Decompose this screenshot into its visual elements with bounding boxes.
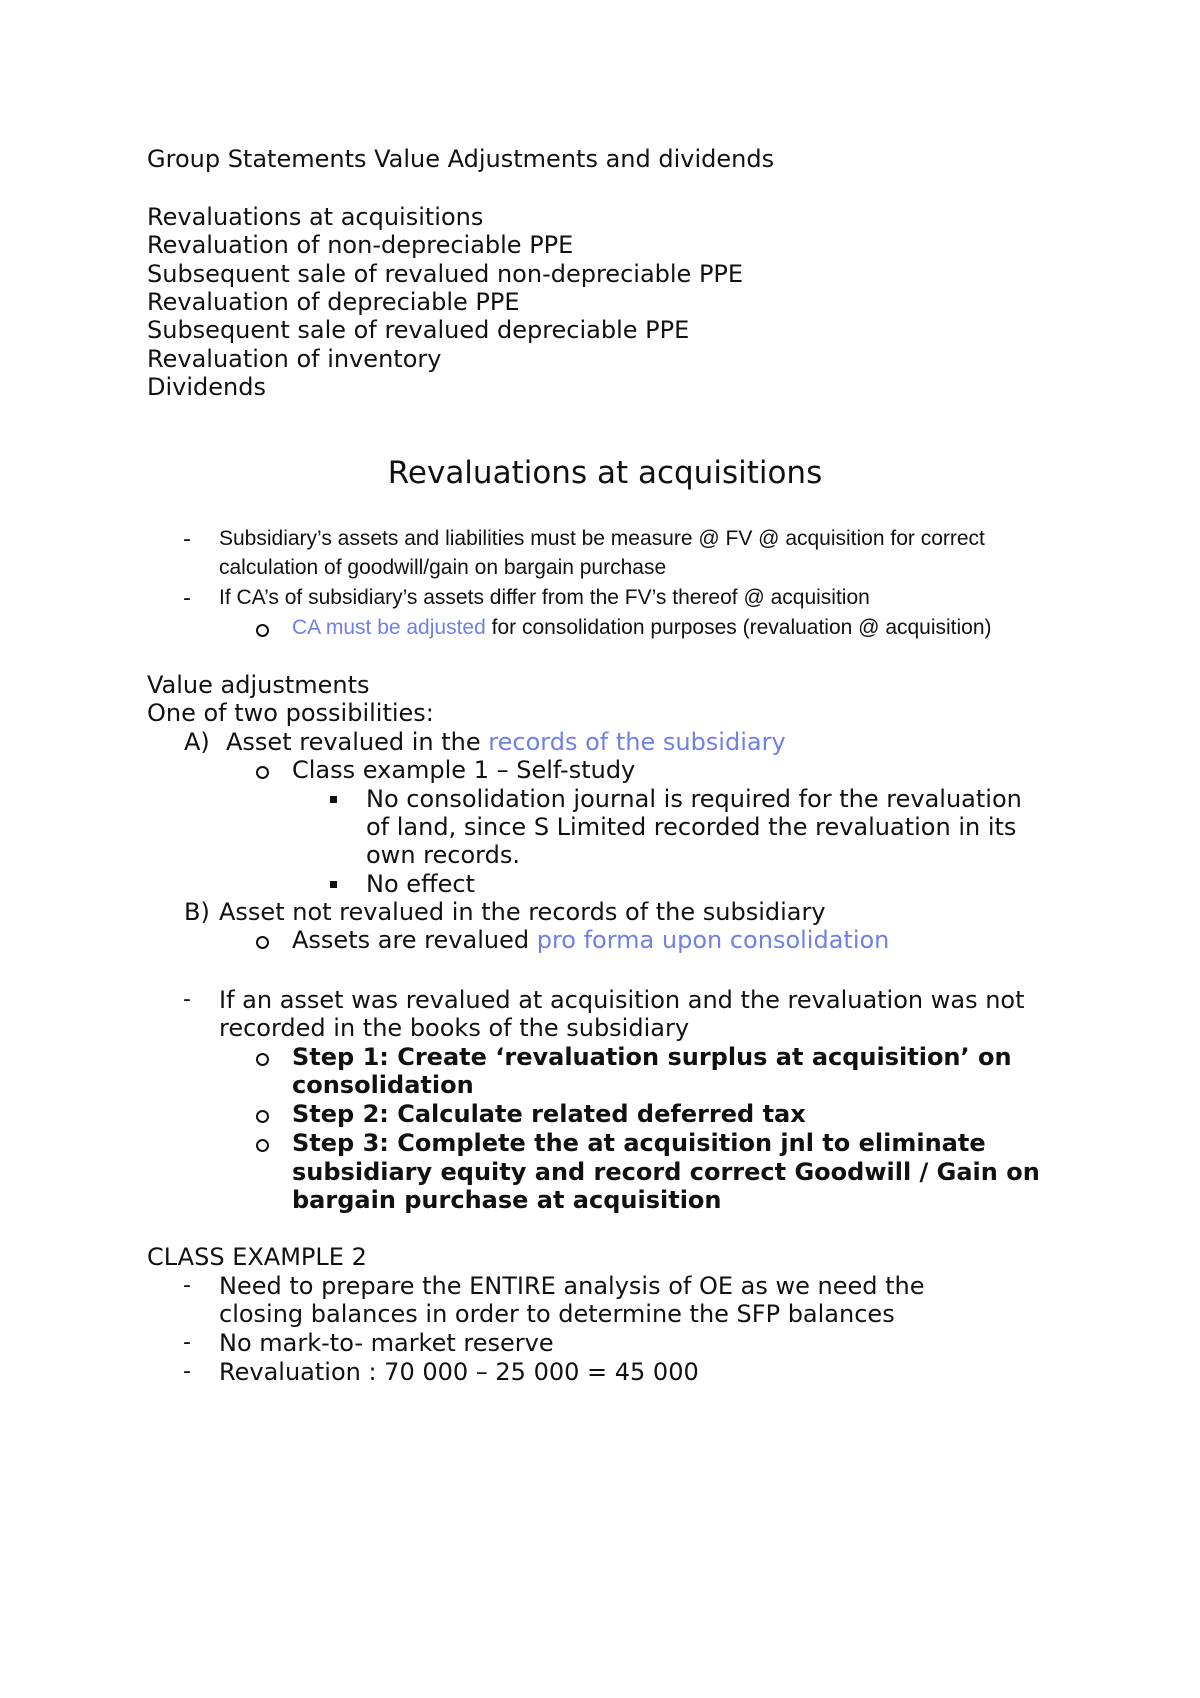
option-a-no-effect: No effect [366, 870, 475, 898]
list-label-a: A) [184, 728, 210, 756]
intro-sub-bullet [292, 614, 992, 642]
step-3-line-3: bargain purchase at acquisition [292, 1186, 722, 1214]
class-example-2-title: CLASS EXAMPLE 2 [147, 1243, 367, 1271]
circle-bullet-icon [256, 936, 269, 949]
step-1-line-1: Step 1: Create ‘revaluation surplus at acquisition’ on [292, 1043, 1012, 1071]
step-1-line-2: consolidation [292, 1071, 474, 1099]
intro-sub-text: for consolidation purposes (revaluation @ acquisition) [485, 616, 992, 639]
value-adjustments-subtitle: One of two possibilities: [147, 699, 434, 727]
square-bullet-icon [330, 796, 337, 803]
intro-bullet-1-line-2: calculation of goodwill/gain on bargain purchase [219, 556, 667, 579]
circle-bullet-icon [256, 1053, 269, 1066]
step-3-line-1: Step 3: Complete the at acquisition jnl to eliminate [292, 1129, 986, 1157]
circle-bullet-icon [256, 624, 269, 637]
section-heading: Revaluations at acquisitions [387, 455, 823, 491]
intro-bullet-1-line-1: Subsidiary’s assets and liabilities must be measure @ FV @ acquisition for correct [219, 527, 985, 550]
option-a-sub: Class example 1 – Self-study [292, 756, 636, 784]
circle-bullet-icon [256, 1110, 269, 1123]
example-2-bullet-1-line-1: Need to prepare the ENTIRE analysis of OE as we need the [219, 1272, 925, 1300]
list-label-b: B) [184, 898, 210, 926]
dash-bullet: - [183, 527, 191, 552]
circle-bullet-icon [256, 1139, 269, 1152]
dash-bullet: - [183, 1330, 191, 1355]
option-a-detail-line-2: of land, since S Limited recorded the revaluation in its [366, 813, 1017, 841]
option-a-text [226, 728, 786, 756]
option-a-detail-line-3: own records. [366, 841, 520, 869]
toc-item: Revaluations at acquisitions [147, 203, 484, 231]
toc-item: Dividends [147, 373, 266, 401]
toc-item: Subsequent sale of revalued depreciable PPE [147, 316, 690, 344]
option-b-text: Asset not revalued in the records of the subsidiary [219, 898, 826, 926]
option-b-sub-text: Assets are revalued [292, 926, 537, 954]
dash-bullet: - [183, 586, 191, 611]
highlight-text: pro forma upon consolidation [536, 926, 890, 954]
document-title: Group Statements Value Adjustments and dividends [147, 145, 775, 173]
toc-item: Revaluation of inventory [147, 345, 442, 373]
step-2: Step 2: Calculate related deferred tax [292, 1100, 806, 1128]
square-bullet-icon [330, 881, 337, 888]
highlight-text: CA must be adjusted [292, 616, 486, 639]
example-2-bullet-1-line-2: closing balances in order to determine the SFP balances [219, 1300, 895, 1328]
option-a-detail-line-1: No consolidation journal is required for the revaluation [366, 785, 1022, 813]
toc-item: Revaluation of depreciable PPE [147, 288, 520, 316]
steps-intro-line-2: recorded in the books of the subsidiary [219, 1014, 690, 1042]
circle-bullet-icon [256, 766, 269, 779]
dash-bullet: - [183, 987, 191, 1012]
toc-item: Revaluation of non-depreciable PPE [147, 231, 574, 259]
step-3-line-2: subsidiary equity and record correct Goodwill / Gain on [292, 1158, 1040, 1186]
example-2-bullet-3: Revaluation : 70 000 – 25 000 = 45 000 [219, 1358, 699, 1386]
option-a-label: Asset revalued in the [226, 728, 489, 756]
steps-intro-line-1: If an asset was revalued at acquisition and the revaluation was not [219, 986, 1025, 1014]
highlight-text: records of the subsidiary [488, 728, 786, 756]
toc-item: Subsequent sale of revalued non-depreciable PPE [147, 260, 744, 288]
example-2-bullet-2: No mark-to- market reserve [219, 1329, 554, 1357]
value-adjustments-title: Value adjustments [147, 671, 370, 699]
option-b-sub [292, 926, 889, 954]
dash-bullet: - [183, 1359, 191, 1384]
dash-bullet: - [183, 1273, 191, 1298]
intro-bullet-2: If CA’s of subsidiary’s assets differ from the FV’s thereof @ acquisition [219, 586, 870, 609]
